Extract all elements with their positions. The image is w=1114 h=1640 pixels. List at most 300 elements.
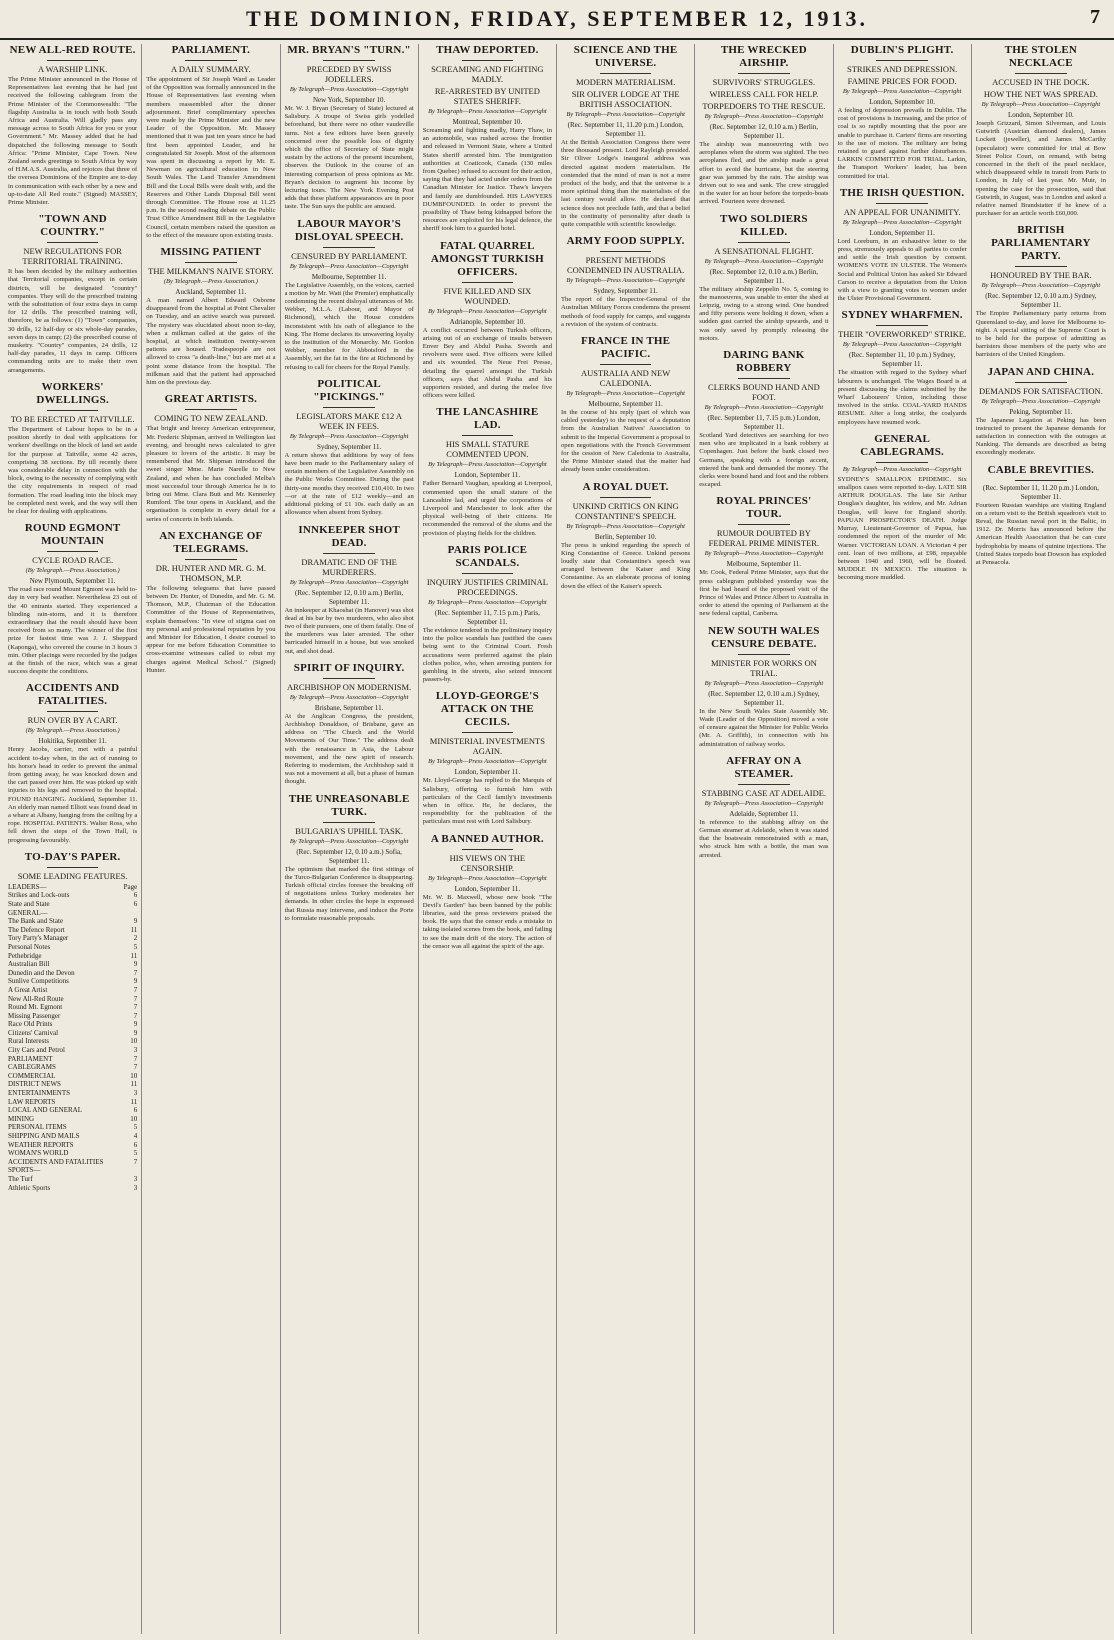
article-byline: By Telegraph—Press Association—Copyright <box>289 693 409 701</box>
article-subhead: HONOURED BY THE BAR. <box>990 270 1092 281</box>
article-headline: POLITICAL "PICKINGS." <box>313 377 385 403</box>
newspaper-title: THE DOMINION, FRIDAY, SEPTEMBER 12, 1913. <box>246 6 868 31</box>
headline-rule <box>1015 73 1067 74</box>
headline-rule <box>462 282 514 283</box>
article-subhead: MINISTER FOR WORKS ON TRIAL. <box>710 657 817 678</box>
article-headline: MR. BRYAN'S "TURN." <box>287 44 411 56</box>
article-headline: AFFRAY ON A STEAMER. <box>726 754 802 780</box>
article-body: The road race round Mount Egmont was held to-day in very bad weather. Nevertheless 23 out of the 40 entrants started. They experienced a blinding rain-storm, and it is therefore extraordinary that the result should have been received from so many. The winner of the first prize for fastest time was J. J. Sheppard (Kaponga), who covered the course in 3 hours 3 min. Other placings were recorded by the judges at the finish of the race, which was a great success despite the conditions. <box>8 586 138 676</box>
article-body: The Japanese Legation at Peking has been instructed to present the Japanese demands for satisfaction in connection with the outrages at Nanking. The demands are described as being exceedingly moderate. <box>975 416 1106 457</box>
contents-row <box>8 995 137 1004</box>
contents-label: The Bank and State <box>8 917 64 926</box>
contents-label: New All-Red Route <box>8 994 64 1003</box>
article-body: The situation with regard to the Sydney wharf labourers is unchanged. The Wages Board is at present discussing the claims submitted by the Wharf Labourers' Union, including those involved in the strike. COAL-YARD HANDS RESUME. After a long strike, the coalyards employees have resumed work. <box>837 369 967 426</box>
headline-rule <box>462 60 514 61</box>
headline-rule <box>462 732 514 733</box>
headline-rule <box>1015 382 1067 383</box>
article-subhead: THEIR "OVERWORKED" STRIKE. <box>838 329 967 340</box>
article-subhead: RUN OVER BY A CART. <box>27 715 118 726</box>
headline-rule <box>876 325 928 326</box>
headline-rule <box>462 573 514 574</box>
contents-row <box>8 952 137 961</box>
headline-rule <box>323 553 375 554</box>
contents-row <box>8 1166 137 1175</box>
article-dateline: London, September 11. <box>454 768 521 777</box>
contents-label: PERSONAL ITEMS <box>8 1123 67 1132</box>
article <box>285 793 414 923</box>
article-byline: By Telegraph—Press Association—Copyright <box>566 277 685 285</box>
article-headline: TWO SOLDIERS KILLED. <box>720 212 808 238</box>
article-subhead: MINISTERIAL INVESTMENTS AGAIN. <box>429 736 545 757</box>
article-subhead: SOME LEADING FEATURES. <box>17 870 128 881</box>
article-headline: THE WRECKED AIRSHIP. <box>720 44 807 69</box>
article-subhead: UNKIND CRITICS ON KING CONSTANTINE'S SPEECH. <box>572 500 679 521</box>
article-headline: INNKEEPER SHOT DEAD. <box>298 523 400 549</box>
headline-rule <box>185 60 237 61</box>
article-byline: By Telegraph—Press Association—Copyright <box>704 257 824 265</box>
contents-row <box>8 891 137 900</box>
article <box>285 524 414 656</box>
headline-rule <box>738 654 790 655</box>
article <box>146 393 275 523</box>
contents-label: Personal Notes <box>8 942 51 951</box>
contents-label: State and State <box>8 899 50 908</box>
article-byline: (By Telegraph.—Press Association.) <box>25 727 120 735</box>
article-byline: By Telegraph—Press Association—Copyright <box>842 465 962 473</box>
headline-rule <box>323 247 375 248</box>
article <box>8 44 137 207</box>
article-headline: PARLIAMENT. <box>171 44 251 56</box>
headline-rule <box>47 867 99 868</box>
article-body: The Prime Minister announced in the House of Representatives last evening that he had just received the following cablegram from the Prime Minister of the Commonwealth: "The flagship Australia is in touch with both South Africa and Australia. Will gladly pass any message across to South Africa for you or your Government." Mr. Massey added that he had dispatched the following message to South Africa: "Prime Minister, Cape Town. New Zealand sends greetings to South Africa by way of H.M.A.S. Australia, and rejoices that three of the oversea Dominions of the Empire are to-day in communication with each other by a new and up-to-date All Red route." (Signed) MASSEY, Prime Minister. <box>8 76 138 207</box>
contents-row <box>8 1184 137 1193</box>
contents-page <box>134 1166 137 1175</box>
article-dateline: Adrianople, September 10. <box>449 317 526 326</box>
article-body: Joseph Grizzard, Simon Silverman, and Louis Gutwirth (Austrian diamond dealers), James Lockett (jeweller), and James McCarthy (speculator) were committed for trial at Bow Street Police Court, on remand, with being concerned in the theft of the pearl necklace, which disappeared while in transit from Paris to London, in July of last year. Mr. Muir, in opening the case for the prosecution, said that Gutwirth, in August, was in London and asked a relative named Brandstatter if he knew of a purchaser for an article worth £60,000. <box>975 120 1106 218</box>
article-headline: ARMY FOOD SUPPLY. <box>566 235 685 248</box>
contents-label: DISTRICT NEWS <box>8 1080 61 1089</box>
article-subhead: STABBING CASE AT ADELAIDE. <box>701 787 827 798</box>
article-subhead: AN APPEAL FOR UNANIMITY. <box>843 206 961 217</box>
contents-page: 2 <box>133 934 138 943</box>
article-subhead: THE MILKMAN'S NAIVE STORY. <box>148 266 274 277</box>
article <box>699 213 828 343</box>
contents-label: ENTERTAINMENTS <box>8 1089 71 1098</box>
article-byline: By Telegraph—Press Association—Copyright <box>289 262 409 270</box>
article-subhead: FIVE KILLED AND SIX WOUNDED. <box>443 285 532 306</box>
article-byline: By Telegraph—Press Association—Copyright <box>428 758 547 766</box>
headline-rule <box>47 410 99 411</box>
contents-label: CABLEGRAMS <box>8 1063 56 1072</box>
article-subhead: HIS SMALL STATURE COMMENTED UPON. <box>445 439 529 460</box>
contents-page: 3 <box>133 1183 138 1192</box>
contents-page: 9 <box>133 960 138 969</box>
article-byline: By Telegraph—Press Association—Copyright <box>704 799 824 807</box>
article-headline: A BANNED AUTHOR. <box>430 832 544 845</box>
contents-row <box>8 1141 137 1150</box>
contents-label: PARLIAMENT <box>8 1054 53 1063</box>
headline-rule <box>323 822 375 823</box>
article <box>8 682 137 844</box>
article-subhead: NEW REGULATIONS FOR TERRITORIAL TRAINING. <box>22 246 123 267</box>
column <box>142 44 280 1634</box>
contents-page: 6 <box>133 1140 138 1149</box>
contents-label: WOMAN'S WORLD <box>8 1149 69 1158</box>
article-subhead: LEGISLATORS MAKE £12 A WEEK IN FEES. <box>296 410 403 431</box>
article-subhead: PRECEDED BY SWISS JODELLERS. <box>306 64 392 84</box>
contents-row <box>8 960 137 969</box>
article-byline: By Telegraph—Press Association—Copyright <box>981 397 1101 405</box>
contents-label: Sunlive Competitions <box>8 977 69 986</box>
contents-row <box>8 1046 137 1055</box>
contents-page: 4 <box>133 1132 138 1141</box>
article-subhead: BULGARIA'S UPHILL TASK. <box>295 825 404 836</box>
article-headline: CABLE BREVITIES. <box>987 463 1095 476</box>
headline-rule <box>600 364 652 365</box>
contents-label: The Defence Report <box>8 925 65 934</box>
contents-label: Dunedin and the Devon <box>8 968 75 977</box>
headline-rule <box>600 73 652 74</box>
article-dateline: Berlin, September 10. <box>594 532 657 541</box>
contents-row <box>8 926 137 935</box>
article-byline: By Telegraph—Press Association—Copyright <box>704 404 824 412</box>
contents-page: 11 <box>130 1080 138 1089</box>
contents-row <box>8 1029 137 1038</box>
contents-page: 6 <box>133 891 138 900</box>
article-byline: By Telegraph—Press Association—Copyright <box>428 598 547 606</box>
contents-page: 9 <box>133 1028 138 1037</box>
article-headline: NEW ALL-RED ROUTE. <box>9 44 136 56</box>
contents-page: 7 <box>133 968 138 977</box>
article-byline: By Telegraph—Press Association—Copyright <box>566 522 685 530</box>
contents-page: 10 <box>130 1071 138 1080</box>
article <box>699 495 828 618</box>
article-body: Henry Jacobs, carrier, met with a painful accident to-day when, in the act of running to his horse's head in order to prevent the animal from getting away, he was knocked down and the cart passed over him. He was picked up with injuries to his legs and removed to the hospital. FOUND HANGING. Auckland, September 11. An elderly man named Elliott was found dead in a whare at Albany, hanging from the ceiling by a rope. HOSPITAL PATIENTS. Walter Ross, who fell down the steps of the Town Hall, is progressing favourably. <box>8 746 138 844</box>
contents-row <box>8 1020 137 1029</box>
article-headline: GENERAL CABLEGRAMS. <box>860 432 945 458</box>
contents-page: 10 <box>130 1037 138 1046</box>
contents-label: LEADERS— <box>8 882 47 891</box>
columns-container <box>4 44 1110 1634</box>
article-byline: By Telegraph—Press Association—Copyright <box>842 341 962 349</box>
article-byline: By Telegraph—Press Association—Copyright <box>428 108 547 115</box>
contents-row <box>8 1003 137 1012</box>
contents-list <box>8 883 137 1192</box>
article <box>423 406 552 537</box>
contents-row <box>8 1037 137 1046</box>
contents-label: Citizens' Carnival <box>8 1028 59 1037</box>
contents-page: 10 <box>130 1114 138 1123</box>
contents-page: 6 <box>133 899 138 908</box>
contents-row <box>8 1055 137 1064</box>
article-byline: By Telegraph—Press Association—Copyright <box>842 218 962 226</box>
column <box>557 44 695 1634</box>
article-subhead: HIS VIEWS ON THE CENSORSHIP. <box>449 852 526 873</box>
article-headline: SCIENCE AND THE UNIVERSE. <box>573 44 678 69</box>
article-byline: By Telegraph—Press Association—Copyright <box>428 461 547 469</box>
article-dateline: (Rec. September 11, 11.20 p.m.) London, September 11. <box>982 483 1099 501</box>
article-headline: AN EXCHANGE OF TELEGRAMS. <box>159 529 263 555</box>
article-headline: LLOYD-GEORGE'S ATTACK ON THE CECILS. <box>435 690 539 729</box>
article-subhead: SIR OLIVER LODGE AT THE BRITISH ASSOCIATION. <box>571 89 680 109</box>
contents-row <box>8 909 137 918</box>
headline-rule <box>323 407 375 408</box>
article-dateline: (Rec. September 12, 0.10 a.m.) Sydney, September 11. <box>985 292 1097 310</box>
article-body: Screaming and fighting madly, Harry Thaw, in an automobile, was rushed across the frontier and released in Vermont State, where a United States sheriff arrested him. The immigration authorities at Coaticook, Canada (130 miles from Quebec) refused to account for their action, saying that they had acted under orders from the Canadian Minister for Justice. Thaw's lawyers and family are dumbfounded. HIS LAWYERS DUMBFOUNDED. In order to prevent the possibility of Thaw being kidnapped before the resources are exploited for his legal defence, the sheriff took him to a guarded hotel. <box>422 127 552 233</box>
contents-page: 3 <box>133 1046 138 1055</box>
article <box>423 690 552 826</box>
contents-row <box>8 977 137 986</box>
article-dateline: London, September 10. <box>1008 111 1074 119</box>
contents-row <box>8 1012 137 1021</box>
article-subhead: RUMOUR DOUBTED BY FEDERAL PRIME MINISTER. <box>708 528 820 549</box>
article-body: Fourteen Russian warships are visiting England on a return visit to the British squadron's visit to Reval, the Russian naval port in the Baltic, in 1912. Dr. Morris has announced before the American Health Association that he can cure hydrophobia by means of quinine injections. The United States torpedo boat Dowson has exploded at Pensacola. <box>975 501 1106 567</box>
article-body: Scotland Yard detectives are searching for two men who are implicated in a bank robbery at Copenhagen. Just before the bank closed two Germans, speaking with a foreign accent, entered the bank and demanded the money. The clerks were bound hand and foot and the robbers escaped. <box>699 432 829 489</box>
article-dateline: Auckland, September 11. <box>175 288 247 297</box>
article-headline: MISSING PATIENT <box>160 246 262 259</box>
article-subhead: A SENSATIONAL FLIGHT. <box>714 245 814 256</box>
contents-page: 11 <box>130 1097 138 1106</box>
article-headline: ROUND EGMONT MOUNTAIN <box>24 522 121 548</box>
article-dateline: London, September 11. <box>869 228 935 237</box>
article-body: The Department of Labour hopes to be in a position shortly to deal with applications for workers' dwellings on the block of land set aside for the purpose at Taitville, some 42 acres, comprising 38 sections. By till recently there was considerable delay in connection with the block, owing to the necessity of complying with the city requirements in respect of road formation. The road leading into the block may be completed next week, and the way will then be clear for dealing with applications. <box>8 425 138 515</box>
article-body: The appointment of Sir Joseph Ward as Leader of the Opposition was formally announced in the House of Representatives last evening when members reassembled after the dinner adjournment. Brief complimentary speeches were made by the Prime Minister and the new Leader of the Opposition. Mr. Massey mentioned that it was just ten years since he had first been appointed Leader, and he congratulated Sir Joseph. Most of the afternoon was spent in discussing a report by Mr. E. Newman on agricultural education in New South Wales. The Land Transfer Amendment Bill and the Local Bills were dealt with, and the Reserves and Other Lands Disposal Bill went through Committee. The House rose at 11.25 p.m. In the second reading debate on the Public Trust Office Amendment Bill in the Legislative Council, certain members raised the question as to the effect of the measure upon existing trusts. <box>146 76 276 239</box>
contents-page: 3 <box>133 1089 138 1098</box>
column <box>281 44 419 1634</box>
article-byline: By Telegraph—Press Association—Copyright <box>566 390 685 398</box>
article-dateline: (Rec. September 11, 10 p.m.) Sydney, September 11. <box>849 351 956 369</box>
article-body: The military airship Zeppelin No. 5, coming to the manoeuvres, was unable to enter the shed at Leipzig, owing to a strong wind. One hundred and fifty persons were holding it down, when a sudden gust carried the airship upwards, and it was only saved by promptly releasing the motors. <box>699 285 829 342</box>
headline-rule <box>462 435 514 436</box>
article-body: Father Bernard Vaughan, speaking at Liverpool, commented upon the small stature of the Lancashire lad, and urged the corporations of Liverpool and Manchester to look after the physical well-being of their citizens. He recommended the removal of the slums and the provision of playing fields for the children. <box>422 480 552 537</box>
article-body: Mr. Lloyd-George has replied to the Marquis of Salisbury, offering to furnish him with particulars of the Cecil family's investments when in office. He, he declares, the responsibility for the publication of the particulars must rest with Lord Salisbury. <box>422 777 552 826</box>
headline-rule <box>738 784 790 785</box>
article-body: The press is unkind regarding the speech of King Constantine of Greece. Unkind persons loudly state that Constantine's speech was arranged between the Kaiser and King Constantine. As an elaborate process of toning down the effect of the Kaiser's speech. <box>561 541 691 590</box>
headline-rule <box>185 559 237 560</box>
article-byline: By Telegraph—Press Association—Copyright <box>289 578 409 586</box>
column <box>4 44 142 1634</box>
article-byline: By Telegraph—Press Association—Copyright <box>428 307 547 315</box>
contents-label: Rural Interests <box>8 1037 50 1046</box>
article <box>8 522 137 676</box>
article-body: That bright and breezy American entrepreneur, Mr. Frederic Shipman, arrived in Wellington last evening, and brought news calculated to give pleasure to lovers of the artistic. It may be remembered that Mr. Shipman introduced the sweet singer Mme. Marie Narelle to New Zealand, and when he has concluded Melba's most successful tour through America he is to bring out Mme. Clara Butt and Mr. Kennerley Rumford. The tour opens in Auckland, and the organisation is complete in every detail for a series of concerts in both islands. <box>146 425 276 523</box>
contents-row <box>8 934 137 943</box>
contents-label: WEATHER REPORTS <box>8 1140 74 1149</box>
article-dateline: London, September 10. <box>869 98 935 106</box>
contents-label: GENERAL— <box>8 908 48 917</box>
contents-row <box>8 1132 137 1141</box>
article-byline: By Telegraph—Press Association—Copyright <box>704 679 824 687</box>
article-subhead: SURVIVORS' STRUGGLES. <box>712 77 816 87</box>
article-subhead: AUSTRALIA AND NEW CALEDONIA. <box>581 368 671 389</box>
article-subhead: ARCHBISHOP ON MODERNISM. <box>287 681 412 692</box>
article-body: The evidence tendered in the preliminary inquiry into the police scandals has justified the cases being sent to the Criminal Court. Fresh accusations were preferred against the plain clothes police, who, when arresting punters for gambling in the streets, also seized innocent passers-by. <box>422 626 552 684</box>
contents-label: COMMERCIAL <box>8 1071 56 1080</box>
contents-label: LAW REPORTS <box>8 1097 56 1106</box>
contents-page: 7 <box>133 985 138 994</box>
article <box>561 44 690 229</box>
article-body: A man named Albert Edward Osborne disappeared from the hospital at Point Chevalier on Tuesday, and an active search was pursued. The mystery was elucidated about noon to-day, when a milkman called at the gates of the hospital, at which institution twenty-seven patients are housed. Tradespeople are not allowed to cross "a death-line," but are met at a point some distance from the hospital. The milkman said that the patient had approached him on the previous day. <box>146 297 276 387</box>
article-body: At the Anglican Congress, the president, Archbishop Donaldson, of Brisbane, gave an address on "The Church and the World Movements of Our Time." The address dealt with the renaissance in Asia, the Labour movement, and the new spirit of research. Referring to modernism, the Archbishop said it was not a movement at all, but a phase of human thought. <box>284 712 414 786</box>
headline-rule <box>47 242 99 243</box>
headline-rule <box>323 60 375 61</box>
article-dateline: (Rec. September 12, 0.10 a.m.) Berlin, September 11. <box>709 123 819 140</box>
article-byline: By Telegraph—Press Association—Copyright <box>704 113 824 120</box>
article-headline: THE IRISH QUESTION. <box>839 186 965 199</box>
headline-rule <box>876 60 928 61</box>
headline-rule <box>738 73 790 74</box>
article-body: In reference to the stabbing affray on the German steamer at Adelaide, when it was stated that the boatswain remonstrated with a man, who struck him with a bottle, the man was arrested. <box>699 818 829 859</box>
contents-row <box>8 1063 137 1072</box>
article-body: A return shows that additions by way of fees have been made to the Parliamentary salary of certain members of the Legislative Assembly on the Public Works Committee. During the past thirty-one months they received £10,410. In two—or at the rate of £12 weekly—and an additional picking of £1 10s. each daily as an allowance when absent from Sydney. <box>284 451 414 517</box>
article <box>838 44 967 181</box>
article-headline: THE STOLEN NECKLACE <box>1004 44 1078 69</box>
article <box>561 481 690 591</box>
article-byline: By Telegraph—Press Association—Copyright <box>289 837 409 845</box>
contents-row <box>8 1098 137 1107</box>
article-headline: WORKERS' DWELLINGS. <box>36 380 109 406</box>
contents-row <box>8 969 137 978</box>
article <box>976 366 1106 458</box>
article-subhead: A WARSHIP LINK. <box>38 64 108 74</box>
article-headline: TO-DAY'S PAPER. <box>24 850 121 863</box>
article-headline: NEW SOUTH WALES CENSURE DEBATE. <box>708 624 820 650</box>
contents-label: The Turf <box>8 1174 33 1183</box>
article <box>561 235 690 329</box>
article-byline: (By Telegraph.—Press Association.) <box>163 278 258 286</box>
contents-label: Missing Passenger <box>8 1011 61 1020</box>
article <box>146 530 275 675</box>
article <box>285 44 414 212</box>
article-subhead: RE-ARRESTED BY UNITED STATES SHERIFF. <box>434 86 540 106</box>
article-byline: By Telegraph—Press Association—Copyright <box>704 550 824 558</box>
article-subhead: SCREAMING AND FIGHTING MADLY. <box>431 64 544 84</box>
article <box>8 851 137 1192</box>
article-headline: THAW DEPORTED. <box>436 44 539 56</box>
article <box>561 335 690 475</box>
article-body: The Legislative Assembly, on the voices, carried a motion by Mr. Watt (the Premier) emphatically condemning the recent disloyal utterances of Mr. Webber, M.L.A. (Labour, and Mayor of Richmond), which the House considers inconsistent with his oath of allegiance to the King. The Home declares its unwavering loyalty to the institution of the Monarchy. Mr. Gordon Webber, member for Abbotsford in the Assembly, set the fat in the fire at Richmond by refusing to call for cheers for the Royal Family. <box>284 281 414 371</box>
contents-page: 5 <box>133 942 138 951</box>
article-dateline: New Plymouth, September 11. <box>29 577 116 586</box>
article <box>423 833 552 951</box>
article-dateline: Montreal, September 10. <box>452 118 523 126</box>
article-body: Mr. Cook, Federal Prime Minister, says that the press cablegram published yesterday was the first he had heard of the proposed visit of the Prince of Wales and Prince Albert to Australia in order to attend the opening of Parliament at the new federal capital, Canberra. <box>699 569 829 618</box>
article-dateline: Melbourne, September 11. <box>726 560 802 569</box>
column <box>834 44 972 1634</box>
article-headline: "TOWN AND COUNTRY." <box>38 213 107 239</box>
contents-page: 11 <box>130 925 138 934</box>
contents-page: 7 <box>133 1054 138 1063</box>
article-headline: SYDNEY WHARFMEN. <box>841 309 963 322</box>
article-dateline: (Rec. September 11, 11.20 p.m.) London, September 11. <box>567 121 684 138</box>
contents-row <box>8 1175 137 1184</box>
article-body: An innkeeper at Khaoshat (in Hanover) was shot dead at his bar by two murderers, who also shot two of their pursuers, one of them fatally. One of the murderers was later arrested. The other barricaded himself in a house, but was smoked out, and shot dead. <box>284 606 414 655</box>
headline-rule <box>876 462 928 463</box>
contents-page: 3 <box>133 1174 138 1183</box>
article <box>285 378 414 518</box>
article-headline: BRITISH PARLIAMENTARY PARTY. <box>991 224 1091 263</box>
article-subhead: DR. HUNTER AND MR. G. M. THOMSON, M.P. <box>155 562 267 583</box>
article-body: The airship was manoeuvring with two aeroplanes when the storm was sighted. The two aeroplanes fled, and the airship made a great effort to avoid the hurricane, but the steering gear was jammed by the rain. The airship was driven out to sea and sank. The crew struggled in the water for an hour before the torpedo-boats arrived. Fourteen were drowned. <box>699 141 829 206</box>
article-body: The report of the Inspector-General of the Australian Military Forces condemns the present methods of food supply for camps, and suggests a revision of the system of contracts. <box>561 296 691 328</box>
contents-row <box>8 900 137 909</box>
contents-row <box>8 1072 137 1081</box>
contents-row <box>8 1123 137 1132</box>
contents-label: SPORTS— <box>8 1166 41 1175</box>
headline-rule <box>738 524 790 525</box>
article-dateline: London, September 11. <box>454 471 521 480</box>
column <box>972 44 1110 1634</box>
headline-rule <box>876 203 928 204</box>
article-dateline: Melbourne, September 11. <box>588 400 663 409</box>
article-subhead: COMING TO NEW ZEALAND. <box>154 413 268 424</box>
article <box>8 213 137 375</box>
article-body: A feeling of depression prevails in Dublin. The cost of provisions is increasing, and the price of coal is so rapidly mounting that the poor are unable to purchase it. Carters' firms are resorting to the use of motors. The military are being retained to guard against further disturbances. LARKIN COMMITTED FOR TRIAL. Larkin, the Transport Workers' leader, has been committed for trial. <box>837 107 967 180</box>
contents-page: 9 <box>133 977 138 986</box>
contents-label: SHIPPING AND MAILS <box>8 1132 80 1141</box>
article <box>423 44 552 234</box>
contents-label: LOCAL AND GENERAL <box>8 1106 83 1115</box>
article <box>146 246 275 387</box>
contents-row <box>8 1106 137 1115</box>
article-subhead: INQUIRY JUSTIFIES CRIMINAL PROCEEDINGS. <box>426 576 548 597</box>
article-body: It has been decided by the military authorities that Territorial companies, except in certain districts, will be designated "country" companies. They will do the prescribed training with the substitution of four extra days in camp for 12 drills. The prescribed training will, therefore, be as follows: (1) "Town" companies, 30 drills, 12 half-day or six whole-day parades, seven days in camp; (2) the prescribed course of musketry. "Country" companies, 24 drills, 12 half-day parades, 11 days in camp. Officers commanding units are to make their own arrangements. <box>8 268 138 374</box>
article-headline: JAPAN AND CHINA. <box>987 365 1095 378</box>
article-headline: FATAL QUARREL AMONGST TURKISH OFFICERS. <box>430 239 544 278</box>
contents-label: City Cars and Petrol <box>8 1046 65 1055</box>
article-body: In the course of his reply (part of which was cabled yesterday) to the request of a deputation from the Australian Natives' Association to submit to the Imperial Government a proposal to open negotiations with the French Government for the cession of New Caledonia to Australia, the Prime Minister stated that the matter had already been under consideration. <box>561 409 691 474</box>
article-body: In the New South Wales State Assembly Mr. Wade (Leader of the Opposition) moved a vote of censure against the Minister for Public Works (Mr. A. Griffith), in connection with his administration of railway works. <box>699 707 829 748</box>
article-byline: (By Telegraph.—Press Association.) <box>25 567 120 575</box>
article <box>838 309 967 426</box>
article-subhead: CLERKS BOUND HAND AND FOOT. <box>708 382 820 403</box>
contents-page: 7 <box>133 1063 138 1072</box>
contents-label: Strikes and Lock-outs <box>8 891 70 900</box>
article <box>423 240 552 401</box>
article-byline: By Telegraph—Press Association—Copyright <box>289 432 409 440</box>
contents-label: Pethebridge <box>8 951 42 960</box>
headline-rule <box>1015 480 1067 481</box>
article <box>146 44 275 240</box>
headline-rule <box>185 262 237 263</box>
headline-rule <box>1015 266 1067 267</box>
article-dateline: (Rec. September 11, 7.15 p.m.) London, September 11. <box>707 414 821 432</box>
article-subhead: WIRELESS CALL FOR HELP. <box>709 89 819 99</box>
contents-page: Page <box>123 882 138 891</box>
article-headline: LABOUR MAYOR'S DISLOYAL SPEECH. <box>294 217 404 243</box>
article <box>699 44 828 207</box>
article-body: SYDNEY'S SMALLPOX EPIDEMIC. Six smallpox cases were reported to-day. LATE SIR ARTHUR DOUGLAS. The late Sir Arthur Douglas's daughter, his widow, and Mr. Adrian Douglas, will leave for England shortly. PAPUAN PROSPECTOR'S DEATH. Judge Murray, Lieutenant-Governor of Papua, has condemned the report of the murder of Mr. Warner. VICTORIAN LOAN. A Victorian 4 per cent. loan of two millions, at £98, repayable between 1940 and 1960, will be floated. MUDDLE IN MEXICO. The situation is becoming more muddled. <box>837 475 967 582</box>
contents-page: 9 <box>133 917 138 926</box>
contents-label: Tory Party's Manager <box>8 934 69 943</box>
article <box>699 625 828 749</box>
article-subhead: CENSURED BY PARLIAMENT. <box>291 250 408 261</box>
article-dateline: Melbourne, September 11. <box>311 272 387 281</box>
contents-page: 6 <box>133 1106 138 1115</box>
article <box>976 44 1106 218</box>
headline-rule <box>47 711 99 712</box>
article-body: The following telegrams that have passed between Dr. Hunter, of Dunedin, and Mr. G. M. Thomson, M.P., Chairman of the Education Committee of the House of Representatives, explain themselves: "In view of stigma cast on my personal and professional reputation by you and Minister for Education, I desire counsel to appear for me before Education Committee to cross-examine witnesses called to rebut my charges against Medical School." (Signed) Hunter. <box>146 584 276 674</box>
contents-row <box>8 986 137 995</box>
article-dateline: Brisbane, September 11. <box>314 703 384 712</box>
contents-page: 7 <box>133 1003 138 1012</box>
article-subhead: PRESENT METHODS CONDEMNED IN AUSTRALIA. <box>566 255 685 276</box>
contents-row <box>8 1089 137 1098</box>
article-headline: DUBLIN'S PLIGHT. <box>850 44 954 56</box>
article-headline: A ROYAL DUET. <box>582 480 669 493</box>
headline-rule <box>600 251 652 252</box>
article-dateline: London, September 11. <box>454 884 521 893</box>
